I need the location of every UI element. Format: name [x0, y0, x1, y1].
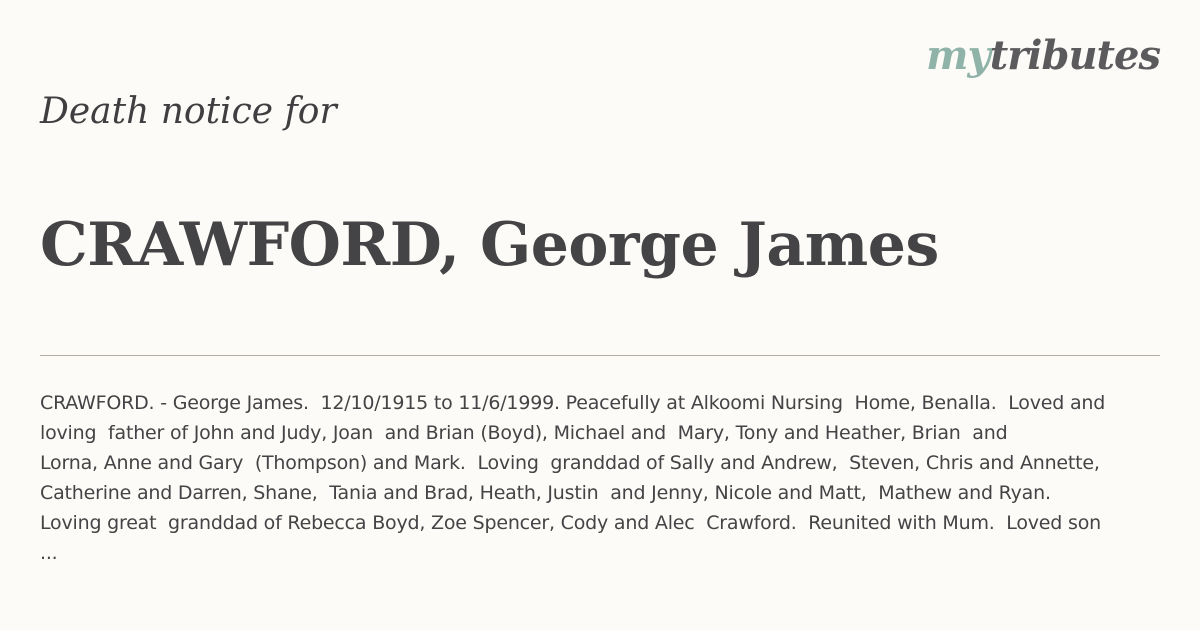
- deceased-name: CRAWFORD, George James: [40, 210, 939, 280]
- mytributes-logo[interactable]: [926, 32, 1160, 79]
- notice-kicker: Death notice for: [40, 91, 337, 132]
- logo-my: my: [926, 32, 990, 79]
- divider: [40, 355, 1160, 356]
- logo-tributes: tributes: [989, 32, 1160, 79]
- notice-body: CRAWFORD. - George James. 12/10/1915 to 11/6/1999. Peacefully at Alkoomi Nursing Home, Benalla. Loved and loving father of John and Judy, Joan and Brian (Boyd), Michael and Mary, Tony and Heather, Brian and Lorna, Anne and Gary (Thompson) and Mark. Loving granddad of Sally and Andrew, Steven, Chris and Annette, Catherine and Darren, Shane, Tania and Brad, Heath, Justin and Jenny, Nicole and Matt, Mathew and Ryan. Loving great granddad of Rebecca Boyd, Zoe Spencer, Cody and Alec Crawford. Reunited with Mum. Loved son ...: [40, 392, 1106, 564]
